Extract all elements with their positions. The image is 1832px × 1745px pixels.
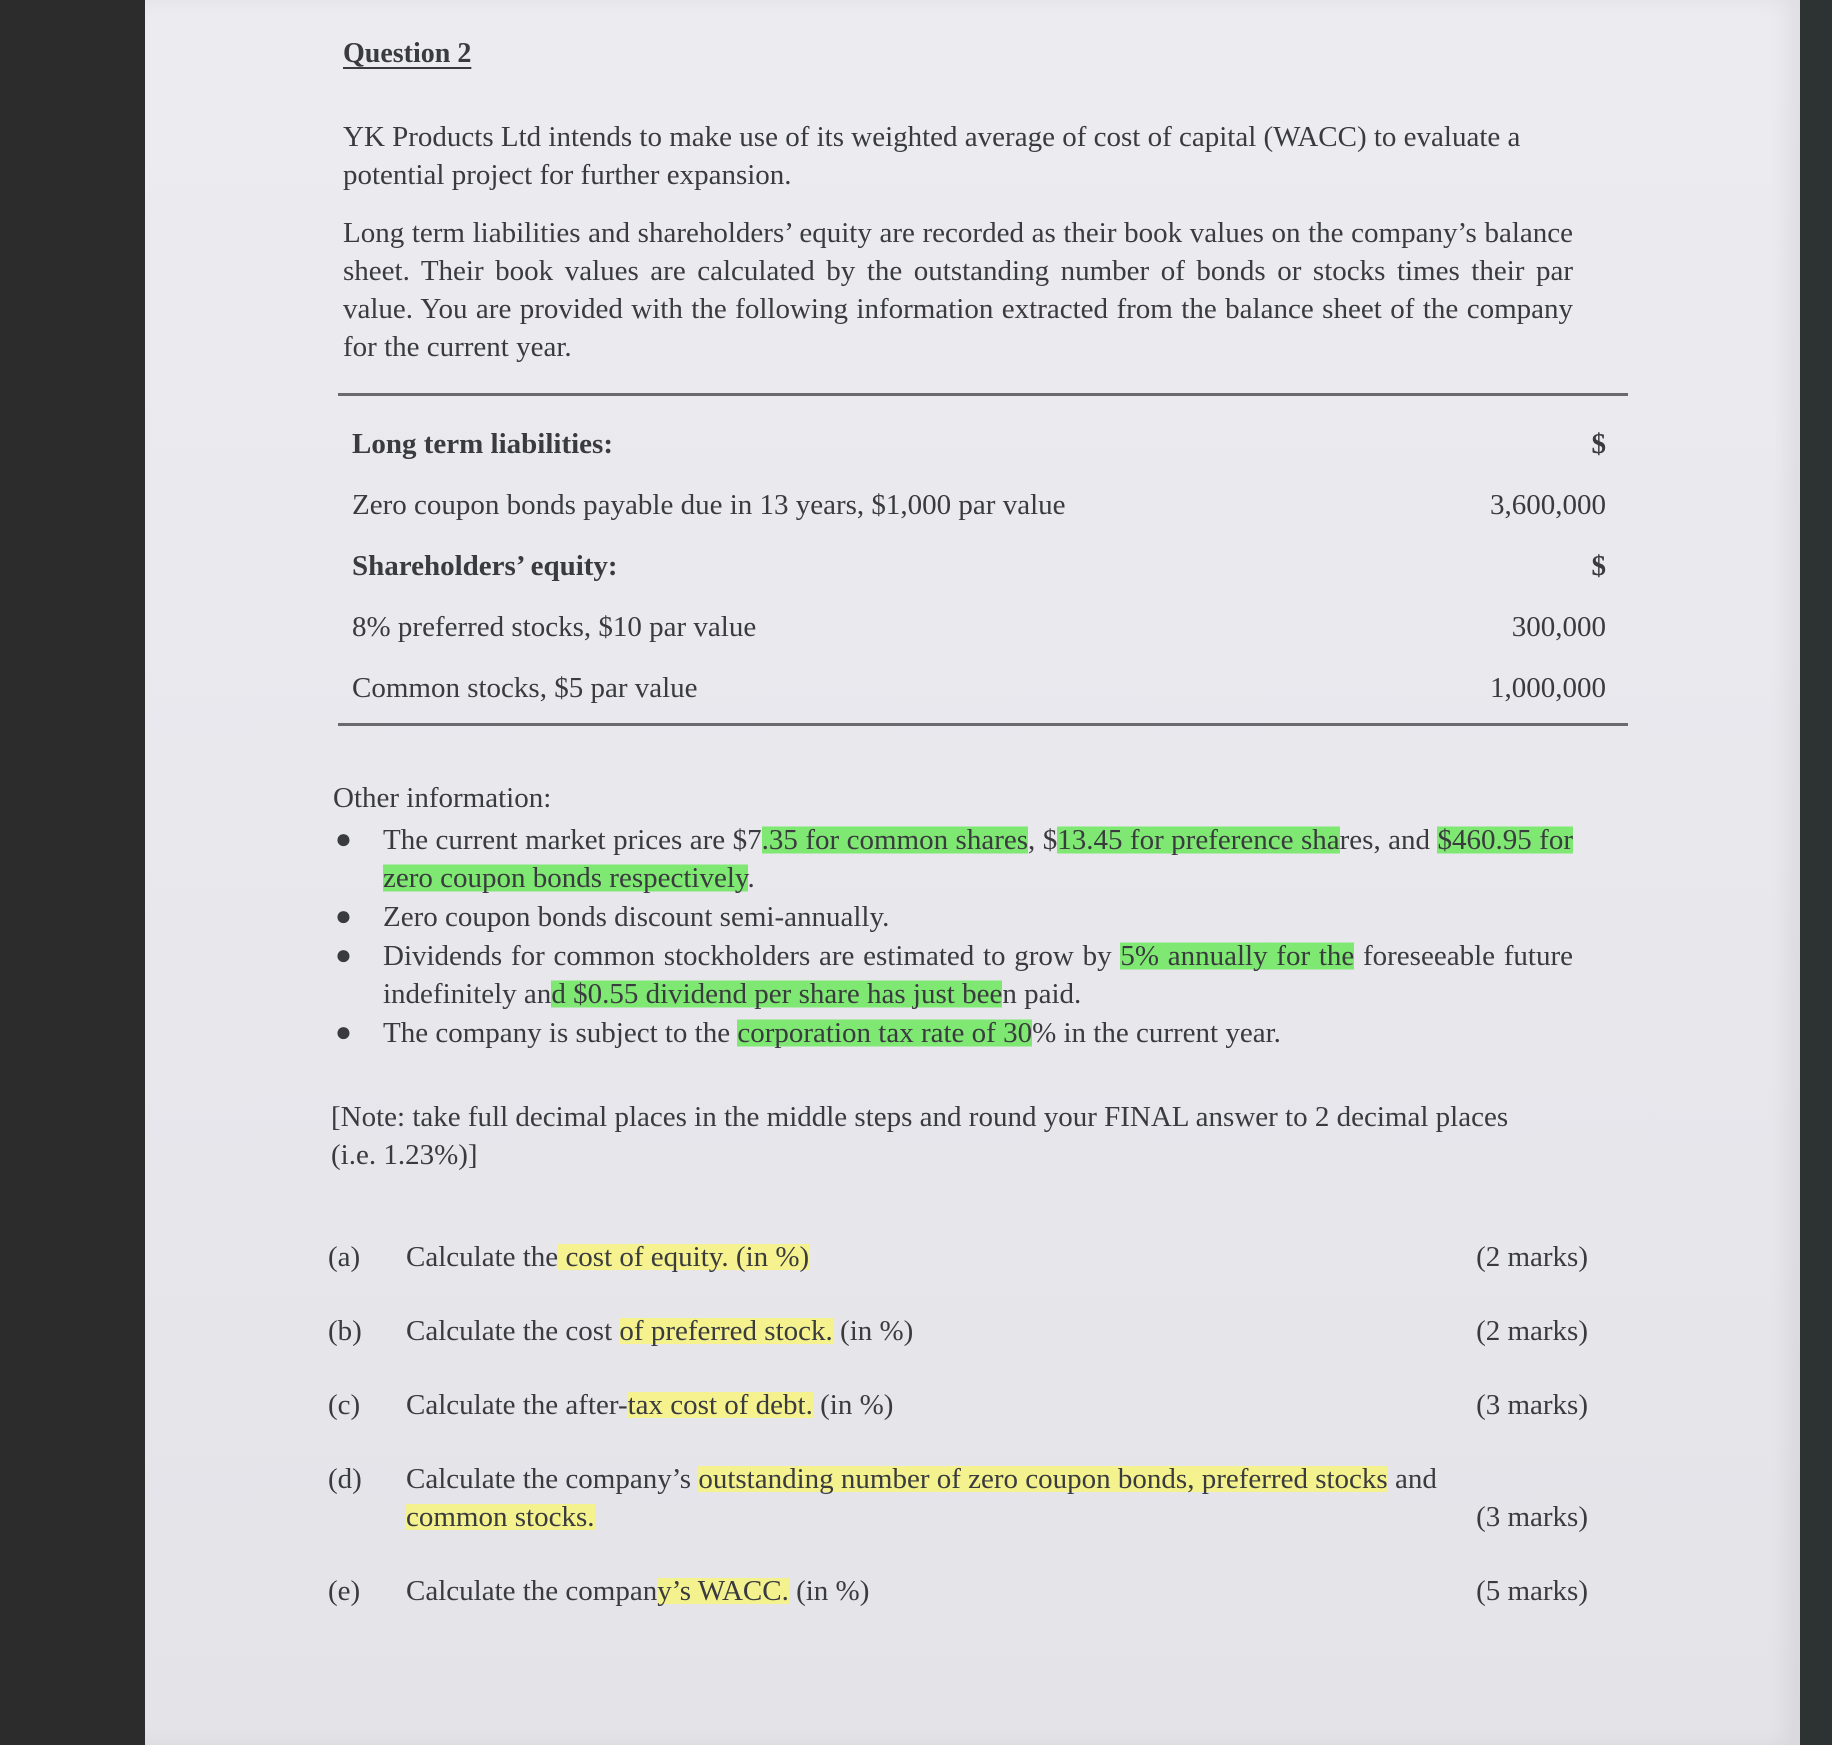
marks: (2 marks): [1476, 1315, 1588, 1347]
intro-paragraph-1: YK Products Ltd intends to make use of its weighted average of cost of capital (WACC) to evaluate a potential project for further expansion.: [343, 121, 1521, 191]
row-label: 8% preferred stocks, $10 par value: [352, 611, 757, 643]
sub-question-e: [328, 1572, 1588, 1610]
information-list: [333, 821, 1633, 1052]
list-item: [333, 898, 1633, 936]
sub-question-label: (a): [328, 1241, 361, 1273]
question-title: Question 2: [343, 38, 472, 69]
green-highlight: d $0.55 dividend per share has just bee: [551, 978, 1003, 1010]
intro-paragraph-2: Long term liabilities and shareholders’ equity are recorded as their book values on the company’s balance sheet. Their book values are calculated by the outstanding number of bonds or stocks times their par value. You are provided with the following information extracted from the balance sheet of the company for the current year.: [343, 217, 1573, 363]
yellow-highlight: common stocks.: [406, 1501, 595, 1533]
table-section-heading: Long term liabilities:: [352, 428, 613, 460]
marks: (3 marks): [1476, 1501, 1588, 1533]
sub-question-text: Calculate the cost of equity. (in %): [406, 1241, 810, 1273]
table-section-heading: Shareholders’ equity:: [352, 550, 618, 582]
list-item: [333, 821, 1633, 897]
green-highlight: 13.45 for preference sha: [1057, 824, 1340, 856]
table-row: [338, 461, 1628, 522]
yellow-highlight: y’s WACC.: [657, 1575, 789, 1607]
dark-edge: [1800, 0, 1832, 1745]
row-label: Zero coupon bonds payable due in 13 years, $1,000 par value: [352, 489, 1066, 521]
balance-sheet-table: [338, 393, 1628, 726]
bullet-icon: ●: [335, 901, 352, 932]
sub-question-text: Calculate the cost of preferred stock. (in %): [406, 1315, 914, 1347]
yellow-highlight: of preferred stock.: [619, 1315, 833, 1347]
marks: (3 marks): [1476, 1389, 1588, 1421]
sub-question-label: (e): [328, 1575, 361, 1607]
marks: (5 marks): [1476, 1575, 1588, 1607]
table-row: [338, 400, 1628, 461]
bullet-icon: ●: [335, 824, 352, 855]
yellow-highlight: cost of equity. (in %): [558, 1241, 810, 1273]
sub-question-text: Calculate the after-tax cost of debt. (in %): [406, 1389, 894, 1421]
marks: (2 marks): [1476, 1241, 1588, 1273]
bullet-text: The company is subject to the corporation tax rate of 30% in the current year.: [383, 1017, 1281, 1049]
rounding-note: [Note: take full decimal places in the middle steps and round your FINAL answer to 2 decimal places (i.e. 1.23%)]: [331, 1101, 1509, 1171]
sub-question-c: [328, 1386, 1588, 1424]
bullet-icon: ●: [335, 940, 352, 971]
table-row: [338, 644, 1628, 705]
other-information: [333, 782, 1633, 1053]
sub-question-text: Calculate the company’s outstanding number of zero coupon bonds, preferred stocks and common stocks.: [406, 1463, 1437, 1533]
row-amount: 300,000: [1511, 611, 1606, 643]
table-row: [338, 583, 1628, 644]
list-item: [333, 1014, 1633, 1052]
list-item: [333, 937, 1633, 1013]
other-information-label: Other information:: [333, 782, 552, 814]
sub-question-label: (d): [328, 1463, 362, 1495]
table-row: [338, 522, 1628, 583]
sub-question-a: [328, 1238, 1588, 1276]
sub-question-text: Calculate the company’s WACC. (in %): [406, 1575, 870, 1607]
green-highlight: $460.95 for zero coupon bonds respectively: [383, 824, 1574, 894]
bullet-text: The current market prices are $7.35 for common shares, $13.45 for preference shares, and $460.95 for zero coupon bonds respectively.: [383, 824, 1574, 894]
currency-symbol: $: [1591, 550, 1606, 582]
bullet-icon: ●: [335, 1017, 352, 1048]
bullet-text: Zero coupon bonds discount semi-annually.: [383, 901, 890, 933]
row-amount: 3,600,000: [1490, 489, 1606, 521]
row-amount: 1,000,000: [1490, 672, 1606, 704]
yellow-highlight: tax cost of debt.: [627, 1389, 813, 1421]
yellow-highlight: outstanding number of zero coupon bonds, preferred stocks: [698, 1463, 1388, 1495]
green-highlight: corporation tax rate of 30: [737, 1017, 1033, 1049]
sub-question-d: [328, 1460, 1588, 1536]
currency-symbol: $: [1591, 428, 1606, 460]
green-highlight: .35 for common shares: [761, 824, 1029, 856]
question-content: [195, 38, 1606, 1607]
sub-question-label: (c): [328, 1389, 361, 1421]
green-highlight: 5% annually for the: [1120, 940, 1355, 972]
sub-questions: [328, 1238, 1588, 1646]
bullet-text: Dividends for common stockholders are estimated to grow by 5% annually for the foreseeable future indefinitely and $0.55 dividend per share has just been paid.: [383, 940, 1573, 1010]
sub-question-b: [328, 1312, 1588, 1350]
sub-question-label: (b): [328, 1315, 362, 1347]
row-label: Common stocks, $5 par value: [352, 672, 698, 704]
